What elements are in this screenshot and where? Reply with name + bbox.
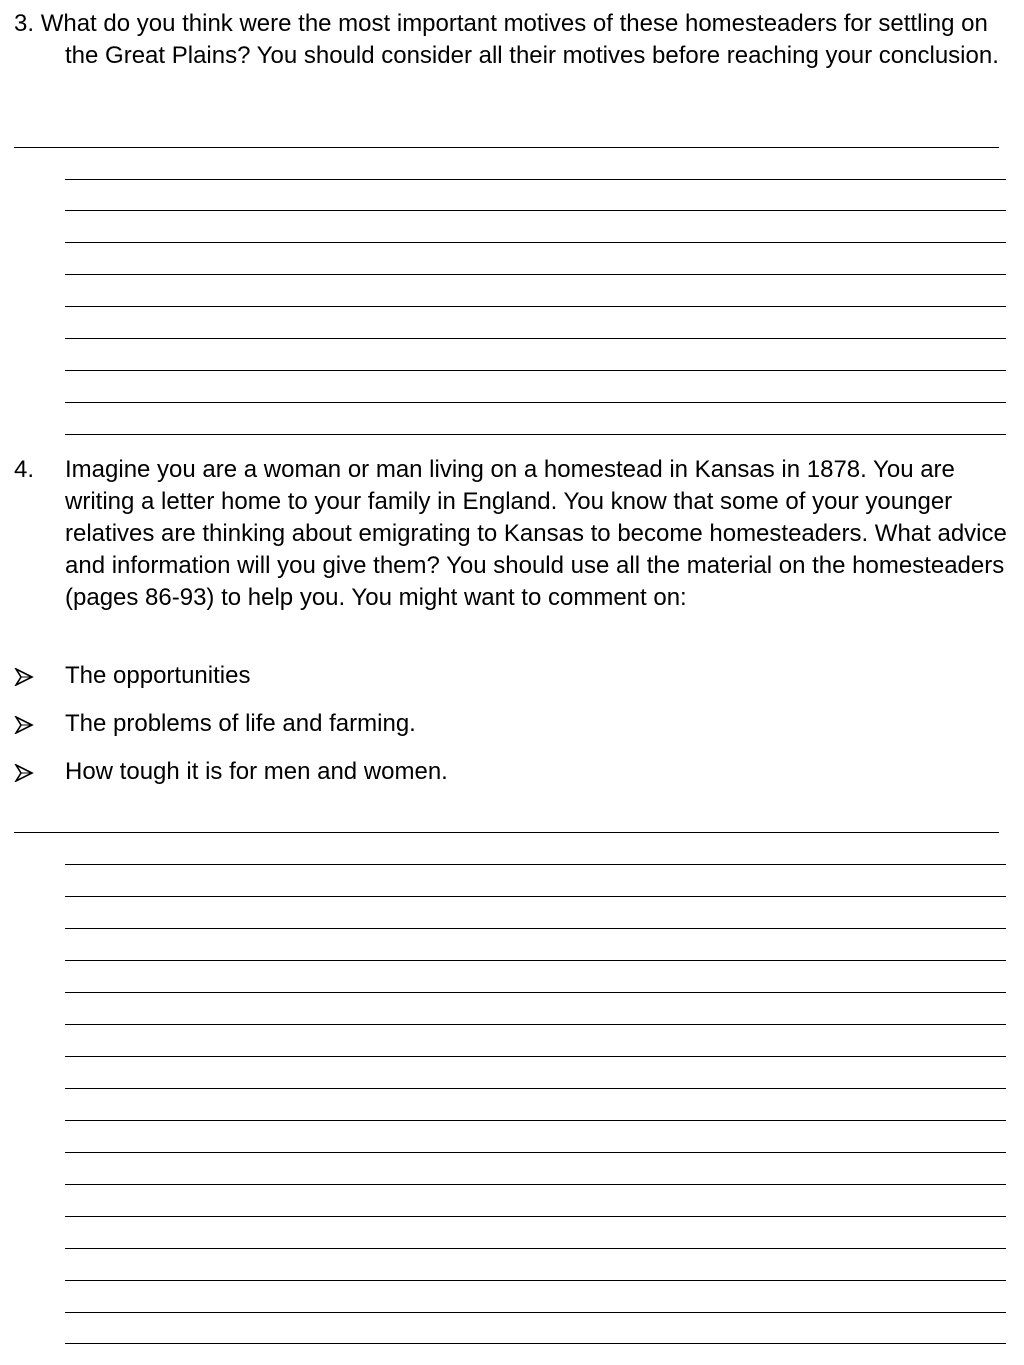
answer-line[interactable] — [65, 928, 1006, 929]
arrowhead-bullet-icon — [14, 716, 34, 734]
answer-line[interactable] — [65, 1024, 1006, 1025]
answer-line[interactable] — [65, 1280, 1006, 1281]
answer-line[interactable] — [14, 832, 999, 833]
answer-line[interactable] — [65, 242, 1006, 243]
answer-line[interactable] — [65, 210, 1006, 211]
answer-line[interactable] — [65, 1056, 1006, 1057]
answer-line[interactable] — [65, 306, 1006, 307]
question-4-number: 4. — [14, 456, 35, 483]
answer-line[interactable] — [14, 147, 999, 148]
answer-line[interactable] — [65, 1152, 1006, 1153]
answer-line[interactable] — [65, 1216, 1006, 1217]
answer-line[interactable] — [65, 896, 1006, 897]
question-3 — [14, 8, 1014, 72]
answer-line[interactable] — [65, 1088, 1006, 1089]
answer-line[interactable] — [65, 1248, 1006, 1249]
answer-line[interactable] — [65, 434, 1006, 435]
list-item — [14, 660, 1014, 708]
list-item — [14, 756, 1014, 804]
question-3-text: What do you think were the most important motives of these homesteaders for settling on the Great Plains? You should consider all their motives before reaching your conclusion. — [40, 10, 999, 69]
answer-line[interactable] — [65, 1184, 1006, 1185]
answer-line[interactable] — [65, 179, 1006, 180]
list-item-label: The problems of life and farming. — [65, 710, 416, 737]
answer-line[interactable] — [65, 960, 1006, 961]
answer-line[interactable] — [65, 370, 1006, 371]
answer-line[interactable] — [65, 338, 1006, 339]
comment-topics-list — [14, 660, 1014, 804]
answer-line[interactable] — [65, 992, 1006, 993]
arrowhead-bullet-icon — [14, 668, 34, 686]
answer-line[interactable] — [65, 1312, 1006, 1313]
list-item-label: The opportunities — [65, 662, 251, 689]
question-4 — [14, 454, 1014, 614]
answer-line[interactable] — [65, 274, 1006, 275]
answer-line[interactable] — [65, 1343, 1006, 1344]
arrowhead-bullet-icon — [14, 764, 34, 782]
answer-line[interactable] — [65, 864, 1006, 865]
answer-line[interactable] — [65, 402, 1006, 403]
question-4-text: Imagine you are a woman or man living on a homestead in Kansas in 1878. You are writing a letter home to your family in England. You know that some of your younger relatives are thinking about emigrating to Kansas to become homesteaders. What advice and information will you give them? You should use all the material on the homesteaders (pages 86-93) to help you. You might want to comment on: — [65, 456, 1007, 611]
question-3-number: 3. — [14, 10, 35, 37]
list-item — [14, 708, 1014, 756]
list-item-label: How tough it is for men and women. — [65, 758, 448, 785]
answer-line[interactable] — [65, 1120, 1006, 1121]
